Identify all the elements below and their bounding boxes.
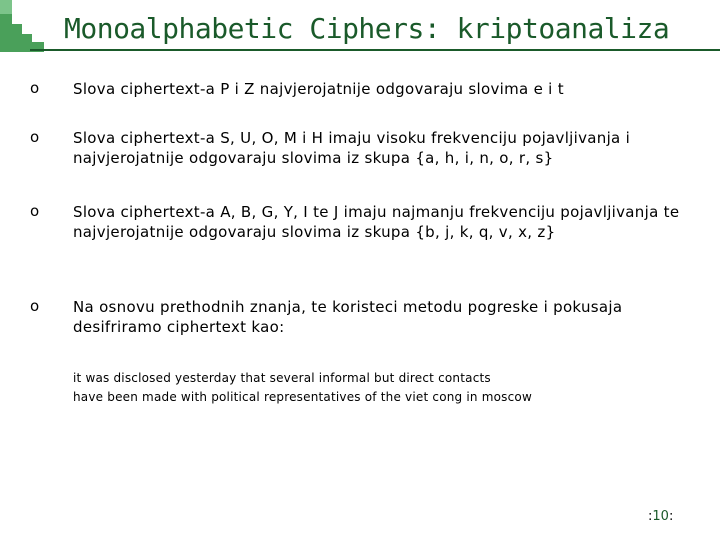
slide-number-value: 10 — [652, 509, 669, 524]
bullet-marker: o — [30, 128, 40, 146]
bullet-marker: o — [30, 79, 40, 97]
bullet-marker: o — [30, 297, 40, 315]
slide-number-suffix: : — [668, 509, 674, 524]
plaintext-line: it was disclosed yesterday that several informal but direct contacts — [73, 371, 491, 385]
slide-title: Monoalphabetic Ciphers: kriptoanaliza — [64, 12, 670, 45]
decrypted-plaintext — [73, 369, 673, 407]
bullet-text: Slova ciphertext-a S, U, O, M i H imaju visoku frekvenciju pojavljivanja i najvjerojatnije odgovaraju slovima iz skupa {a, h, i, n, o, r, s} — [73, 129, 631, 167]
slide-number-prefix: : — [648, 509, 653, 524]
plaintext-line: have been made with political representatives of the viet cong in moscow — [73, 390, 532, 404]
bullet-text: Slova ciphertext-a A, B, G, Y, I te J imaju najmanju frekvenciju pojavljivanja te najvjerojatnije odgovaraju slovima iz skupa {b, j, k, q, v, x, z} — [73, 203, 680, 241]
bullet-marker: o — [30, 202, 40, 220]
bullet-text: Slova ciphertext-a P i Z najvjerojatnije odgovaraju slovima e i t — [73, 80, 564, 98]
slide-number — [648, 509, 673, 524]
bullet-text: Na osnovu prethodnih znanja, te koristeci metodu pogreske i pokusaja desifriramo ciphertext kao: — [73, 298, 623, 336]
